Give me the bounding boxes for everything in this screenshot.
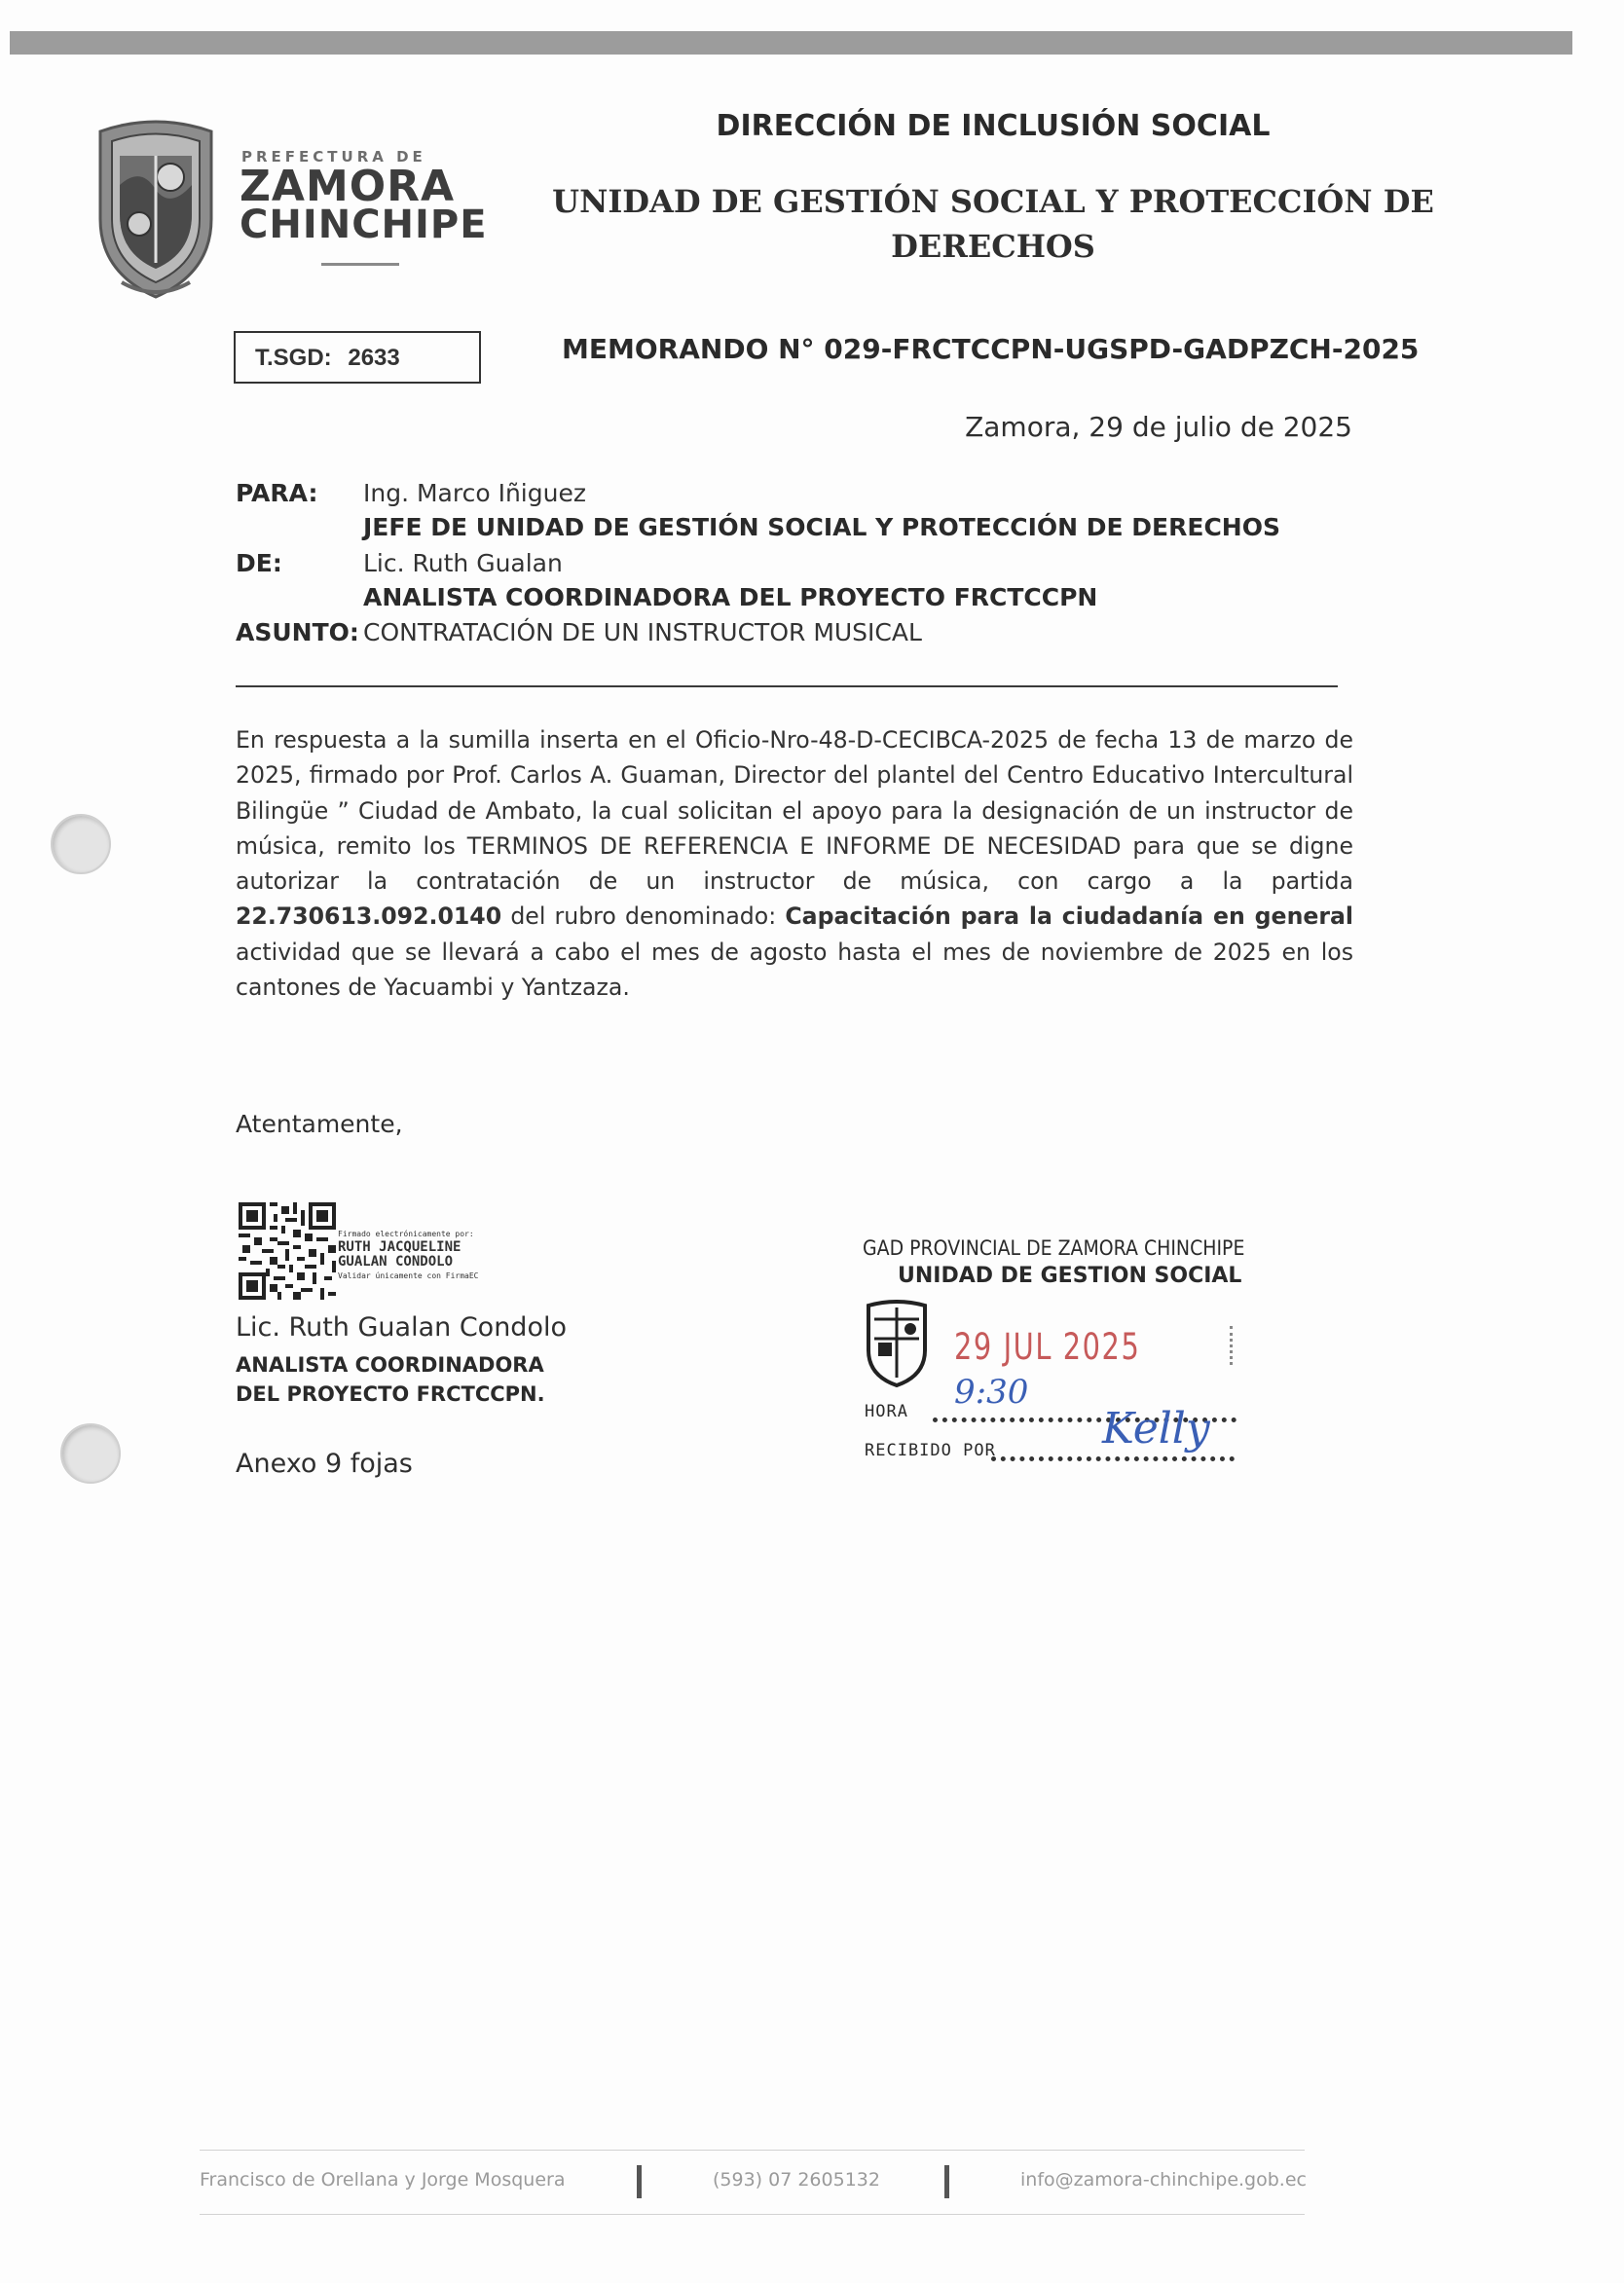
- recibido-signature: Kelly: [1102, 1404, 1210, 1454]
- stamp-date: 29 JUL 2025: [954, 1326, 1141, 1368]
- memo-number: MEMORANDO N° 029-FRCTCCPN-UGSPD-GADPZCH-2025: [562, 333, 1420, 365]
- asunto-value: CONTRATACIÓN DE UN INSTRUCTOR MUSICAL: [363, 618, 922, 646]
- body-text-1: En respuesta a la sumilla inserta en el Oficio-Nro-48-D-CECIBCA-2025 de fecha 13 de marzo de 2025, firmado por Prof. Carlos A. Guaman, Director del plantel del Centro Educativo Intercultural Bilingüe ” Ciudad de Ambato, la cual solicitan el apoyo para la designación de un instructor de música, remito los TERMINOS DE REFERENCIA E INFORME DE NECESIDAD para que se digne autorizar la contratación de un instructor de música, con cargo a la partida: [236, 726, 1353, 896]
- punch-hole-bottom: [60, 1423, 121, 1484]
- para-label: PARA:: [236, 479, 318, 507]
- memo-date: Zamora, 29 de julio de 2025: [965, 411, 1352, 443]
- scan-top-bar: [10, 31, 1572, 55]
- memo-body: [236, 722, 1353, 1005]
- asunto-label: ASUNTO:: [236, 618, 359, 646]
- stamp-line-2: UNIDAD DE GESTION SOCIAL: [898, 1264, 1242, 1288]
- signer-role-1: ANALISTA COORDINADORA: [236, 1353, 544, 1377]
- punch-hole-top: [51, 814, 111, 874]
- logo-line-1: ZAMORA: [240, 162, 456, 211]
- footer-address: Francisco de Orellana y Jorge Mosquera: [200, 2169, 566, 2191]
- de-title: ANALISTA COORDINADORA DEL PROYECTO FRCTCCPN: [363, 583, 1098, 611]
- para-name: Ing. Marco Iñiguez: [363, 479, 586, 507]
- footer-rule-bottom: [200, 2214, 1305, 2215]
- stamp-line-1: GAD PROVINCIAL DE ZAMORA CHINCHIPE: [863, 1236, 1245, 1260]
- separator-line: [236, 685, 1338, 687]
- esign-name-2: GUALAN CONDOLO: [338, 1254, 454, 1270]
- esign-name-1: RUTH JACQUELINE: [338, 1239, 461, 1255]
- closing: Atentamente,: [236, 1110, 403, 1138]
- logo-line-2: CHINCHIPE: [240, 203, 488, 247]
- tsgd-label: T.SGD:: [255, 345, 332, 371]
- body-text-2: del rubro denominado:: [510, 902, 777, 931]
- footer-divider-2: [944, 2165, 949, 2198]
- rubro-name: Capacitación para la ciudadanía en general: [785, 902, 1354, 931]
- recibido-dots: [991, 1456, 1235, 1461]
- para-title: JEFE DE UNIDAD DE GESTIÓN SOCIAL Y PROTECCIÓN DE DERECHOS: [363, 513, 1280, 541]
- esign-line-1: Firmado electrónicamente por:: [338, 1230, 474, 1238]
- stamp-emblem-icon: [865, 1300, 929, 1387]
- footer-email: info@zamora-chinchipe.gob.ec: [1020, 2169, 1307, 2191]
- hora-value: 9:30: [954, 1373, 1029, 1412]
- header-title-1: DIRECCIÓN DE INCLUSIÓN SOCIAL: [716, 109, 1271, 143]
- qr-code-icon: [239, 1202, 336, 1300]
- annex-note: Anexo 9 fojas: [236, 1449, 413, 1479]
- hora-label: HORA: [865, 1402, 908, 1421]
- recibido-label: RECIBIDO POR: [865, 1441, 996, 1460]
- de-label: DE:: [236, 549, 282, 577]
- footer-phone: (593) 07 2605132: [713, 2169, 880, 2191]
- logo-prefix: PREFECTURA DE: [241, 148, 426, 166]
- footer-divider-1: [637, 2165, 642, 2198]
- signer-name: Lic. Ruth Gualan Condolo: [236, 1312, 567, 1343]
- tsgd-value: 2633: [348, 345, 400, 371]
- stamp-edge-mark: [1230, 1326, 1236, 1365]
- body-text-3: actividad que se llevará a cabo el mes de agosto hasta el mes de noviembre de 2025 en los cantones de Yacuambi y Yantzaza.: [236, 938, 1353, 1002]
- signer-role-2: DEL PROYECTO FRCTCCPN.: [236, 1382, 545, 1406]
- footer-rule-top: [200, 2150, 1305, 2151]
- de-name: Lic. Ruth Gualan: [363, 549, 563, 577]
- logo-rule: [321, 263, 399, 266]
- esign-line-4: Validar únicamente con FirmaEC: [338, 1271, 479, 1280]
- budget-line: 22.730613.092.0140: [236, 902, 502, 931]
- tsgd-box: [234, 331, 481, 384]
- coat-of-arms-icon: [92, 117, 219, 302]
- header-title-2: UNIDAD DE GESTIÓN SOCIAL Y PROTECCIÓN DE DERECHOS: [552, 183, 1434, 265]
